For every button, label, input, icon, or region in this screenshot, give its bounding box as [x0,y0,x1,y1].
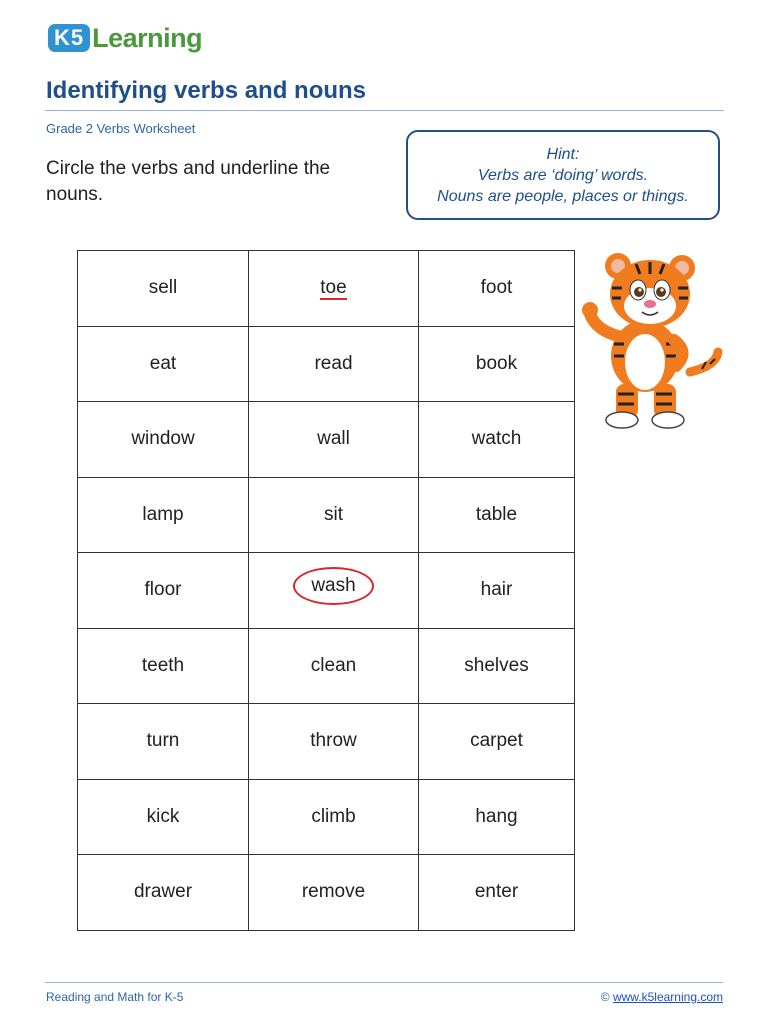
word-cell[interactable] [419,779,575,855]
word-text: enter [474,881,519,903]
tiger-mascot-icon [578,244,728,434]
word-text: remove [301,881,366,903]
table-row [78,628,575,704]
logo-badge [48,23,202,54]
table-row [78,402,575,478]
table-row [78,251,575,327]
word-text: eat [149,352,177,374]
table-row [78,855,575,931]
word-text: wall [317,428,350,450]
instructions: Circle the verbs and underline the nouns. [46,158,331,205]
word-text: climb [311,805,356,827]
footer-website-link[interactable]: www.k5learning.com [612,990,723,1004]
word-cell[interactable] [419,855,575,931]
page-title: Identifying verbs and nouns [46,77,367,104]
word-cell[interactable] [78,779,249,855]
hint-box [406,130,720,220]
word-cell[interactable] [249,402,419,478]
word-text: carpet [470,730,523,752]
table-row [78,553,575,629]
hint-line-nouns: Nouns are people, places or things. [437,187,689,205]
word-text: shelves [464,654,529,676]
word-text: throw [310,730,357,752]
word-text: watch [471,428,522,450]
footer-copyright [601,990,723,1004]
word-cell[interactable] [78,251,249,327]
k5-learning-logo [48,18,202,58]
worksheet-subtitle: Grade 2 Verbs Worksheet [46,121,196,136]
word-cell[interactable] [419,477,575,553]
copyright-symbol: © [600,990,610,1004]
footer-tagline: Reading and Math for K-5 [46,990,184,1004]
word-cell[interactable] [249,477,419,553]
word-text: drawer [133,881,193,903]
word-text: sell [148,277,178,299]
word-cell[interactable] [419,553,575,629]
word-cell[interactable] [249,326,419,402]
logo-word: Learning [92,22,203,53]
word-table [77,250,575,931]
table-row [78,704,575,780]
word-text: kick [146,805,180,827]
logo-k5: K5 [48,24,90,52]
word-text: floor [144,579,182,601]
word-cell[interactable] [78,477,249,553]
word-text: window [131,428,195,450]
table-row [78,779,575,855]
word-text: teeth [141,654,185,676]
hint-label: Hint: [546,145,580,163]
word-text: sit [324,503,343,525]
title-divider [45,110,724,111]
word-cell[interactable] [419,704,575,780]
word-text: turn [146,730,180,752]
word-text: read [314,352,353,374]
word-cell[interactable] [249,251,419,327]
hint-line-verbs: Verbs are ‘doing’ words. [477,166,649,184]
word-cell[interactable] [419,326,575,402]
word-text: hair [480,579,513,601]
word-cell[interactable] [78,628,249,704]
table-row [78,326,575,402]
underlined-noun-example: toe [320,276,347,298]
word-text: book [475,352,518,374]
word-cell[interactable] [419,402,575,478]
table-row [78,477,575,553]
circled-verb-example: wash [293,567,373,605]
word-text: clean [310,654,357,676]
footer-divider [45,982,723,983]
word-cell[interactable] [78,704,249,780]
word-cell[interactable] [249,553,419,629]
word-cell[interactable] [249,628,419,704]
word-cell[interactable] [78,326,249,402]
word-cell[interactable] [78,553,249,629]
word-text: hang [475,805,518,827]
word-cell[interactable] [249,855,419,931]
word-cell[interactable] [419,251,575,327]
word-text: lamp [142,503,184,525]
word-cell[interactable] [249,779,419,855]
word-cell[interactable] [78,402,249,478]
word-cell[interactable] [78,855,249,931]
word-text: table [475,503,518,525]
word-cell[interactable] [419,628,575,704]
word-text: foot [480,277,513,299]
word-cell[interactable] [249,704,419,780]
